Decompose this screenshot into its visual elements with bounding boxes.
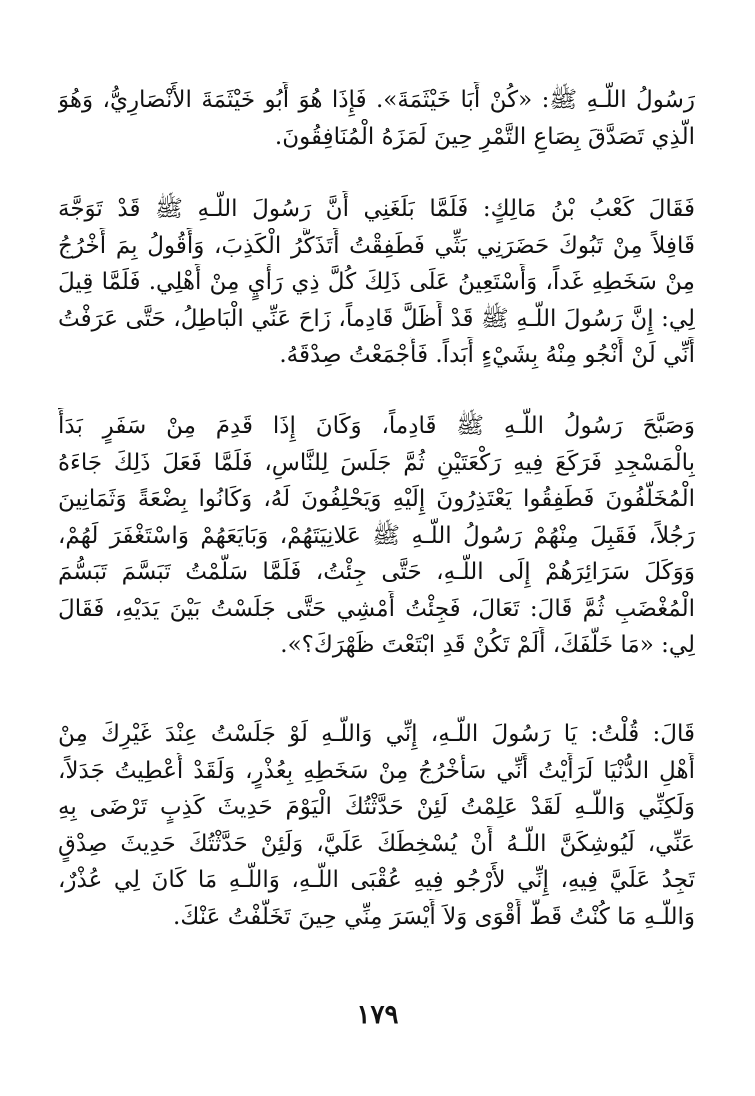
text-line: تَجِدُ عَلَيَّ فِيهِ، إِنِّي لأَرْجُو فِيهِ عُقْبَى اللّـهِ، وَاللّـهِ مَا كَانَ لِي عُذْرٌ، <box>58 867 695 893</box>
page-number: ١٧٩ <box>356 1000 399 1030</box>
paragraph-4 <box>58 716 695 935</box>
text-line: رَسُولُ اللّـهِ ﷺ: «كُنْ أَبَا خَيْثَمَةَ». فَإِذَا هُوَ أَبُو خَيْثَمَةَ الأَنْصَارِيُّ، وَهُوَ <box>58 87 695 113</box>
text-line: الْمُخَلَّفُونَ فَطَفِقُوا يَعْتَذِرُونَ إِلَيْهِ وَيَحْلِفُونَ لَهُ، وَكَانُوا بِضْعَةً وَثَمَانِينَ <box>58 486 695 512</box>
text-line: لِي: «مَا خَلَّفَكَ، أَلَمْ تَكُنْ قَدِ ابْتَعْتَ ظَهْرَكَ؟». <box>280 632 695 658</box>
text-line: الْمُغْضَبِ ثُمَّ قَالَ: تَعَالَ، فَجِئْتُ أَمْشِي حَتَّى جَلَسْتُ بَيْنَ يَدَيْهِ، فَقَالَ <box>58 595 695 622</box>
text-line: رَجُلاً، فَقَبِلَ مِنْهُمْ رَسُولُ اللّـهِ ﷺ عَلانِيَتَهُمْ، وَبَايَعَهُمْ وَاسْتَغْفَرَ لَهُمْ، <box>58 522 695 549</box>
paragraph-3 <box>58 408 695 664</box>
text-line: لِي: إِنَّ رَسُولَ اللّـهِ ﷺ قَدْ أَظَلَّ قَادِماً، زَاحَ عَنِّي الْبَاطِلُ، حَتَّى عَرَفْتُ <box>58 305 695 332</box>
text-line: فَقَالَ كَعْبُ بْنُ مَالِكٍ: فَلَمَّا بَلَغَنِي أَنَّ رَسُولَ اللّـهِ ﷺ قَدْ تَوَجَّهَ <box>58 196 695 222</box>
text-line: وَاللّـهِ مَا كُنْتُ قَطُّ أَقْوَى وَلاَ أَيْسَرَ مِنِّي حِينَ تَخَلَّفْتُ عَنْكَ. <box>173 903 695 930</box>
text-line: مِنْ سَخَطِهِ غَداً، وَأَسْتَعِينُ عَلَى ذَلِكَ كُلَّ ذِي رَأْيٍ مِنْ أَهْلِي. فَلَمَّا قِيلَ <box>58 269 695 295</box>
text-line: قَالَ: قُلْتُ: يَا رَسُولَ اللّـهِ، إِنِّي وَاللّـهِ لَوْ جَلَسْتُ عِنْدَ غَيْرِكَ مِنْ <box>58 721 695 747</box>
text-line: بِالْمَسْجِدِ فَرَكَعَ فِيهِ رَكْعَتَيْنِ ثُمَّ جَلَسَ لِلنَّاسِ، فَلَمَّا فَعَلَ ذَلِكَ جَاءَهُ <box>58 449 695 476</box>
paragraph-2 <box>58 191 695 374</box>
text-line: وَلَكِنِّي وَاللّـهِ لَقَدْ عَلِمْتُ لَئِنْ حَدَّثْتُكَ الْيَوْمَ حَدِيثَ كَذِبٍ تَرْضَى بِهِ <box>58 794 695 820</box>
text-line: الَّذِي تَصَدَّقَ بِصَاعِ التَّمْرِ حِينَ لَمَزَهُ الْمُنَافِقُونَ. <box>274 123 695 150</box>
text-line: قَافِلاً مِنْ تَبُوكَ حَضَرَنِي بَثِّي فَطَفِقْتُ أَتَذَكَّرُ الْكَذِبَ، وَأَقُولُ بِمَ أَخْرُجُ <box>58 232 695 259</box>
paragraph-1 <box>58 82 695 155</box>
text-line: أَهْلِ الدُّنْيَا لَرَأَيْتُ أَنِّي سَأَخْرُجُ مِنْ سَخَطِهِ بِعُذْرٍ، وَلَقَدْ أُعْطِيتُ جَدَلاً، <box>58 757 695 784</box>
text-line: وَوَكَلَ سَرَائِرَهُمْ إِلَى اللّـهِ، حَتَّى جِئْتُ، فَلَمَّا سَلَّمْتُ تَبَسَّمَ تَبَسُّمَ <box>58 559 695 585</box>
text-line: عَنِّي، لَيُوشِكَنَّ اللّـهُ أَنْ يُسْخِطَكَ عَلَيَّ، وَلَئِنْ حَدَّثْتُكَ حَدِيثَ صِدْقٍ <box>58 830 695 857</box>
text-line: أَنِّي لَنْ أَنْجُو مِنْهُ بِشَيْءٍ أَبَداً. فَأَجْمَعْتُ صِدْقَهُ. <box>279 342 695 368</box>
text-line: وَصَبَّحَ رَسُولُ اللّـهِ ﷺ قَادِماً، وَكَانَ إِذَا قَدِمَ مِنْ سَفَرٍ بَدَأَ <box>58 413 695 439</box>
